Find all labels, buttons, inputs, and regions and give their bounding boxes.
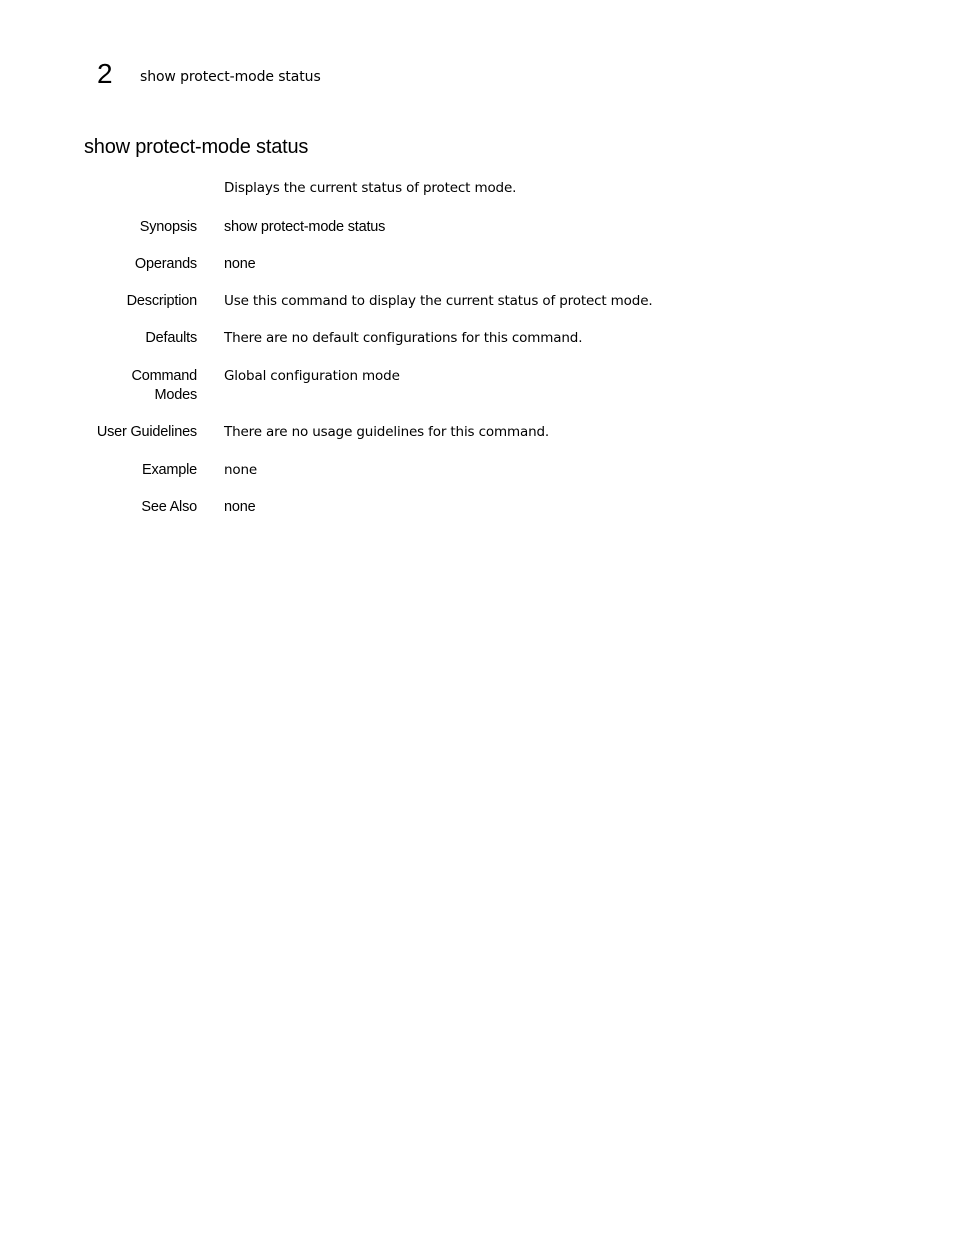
command-summary: Displays the current status of protect mode. <box>224 180 517 196</box>
field-label-synopsis: Synopsis <box>139 219 197 235</box>
field-label-command-modes-line2: Modes <box>154 387 197 403</box>
chapter-number: 2 <box>97 58 113 89</box>
field-label-example: Example <box>141 462 197 478</box>
field-label-defaults: Defaults <box>145 330 197 346</box>
field-label-command-modes <box>67 367 197 405</box>
running-header <box>97 55 321 89</box>
field-label-description: Description <box>126 293 197 309</box>
field-value-operands: none <box>224 256 256 272</box>
field-value-command-modes: Global configuration mode <box>224 368 400 384</box>
field-label-user-guidelines: User Guidelines <box>96 424 197 440</box>
field-label-see-also: See Also <box>141 499 197 515</box>
section-title: show protect-mode status <box>84 136 309 158</box>
field-value-see-also: none <box>224 499 256 515</box>
field-value-synopsis: show protect-mode status <box>224 219 386 235</box>
field-value-description: Use this command to display the current status of protect mode. <box>224 293 653 309</box>
field-value-defaults: There are no default configurations for this command. <box>224 330 583 346</box>
field-value-example: none <box>224 462 258 478</box>
field-label-command-modes-line1: Command <box>131 368 197 384</box>
running-header-title: show protect-mode status <box>140 69 321 85</box>
field-label-operands: Operands <box>134 256 197 272</box>
field-value-user-guidelines: There are no usage guidelines for this command. <box>224 424 550 440</box>
